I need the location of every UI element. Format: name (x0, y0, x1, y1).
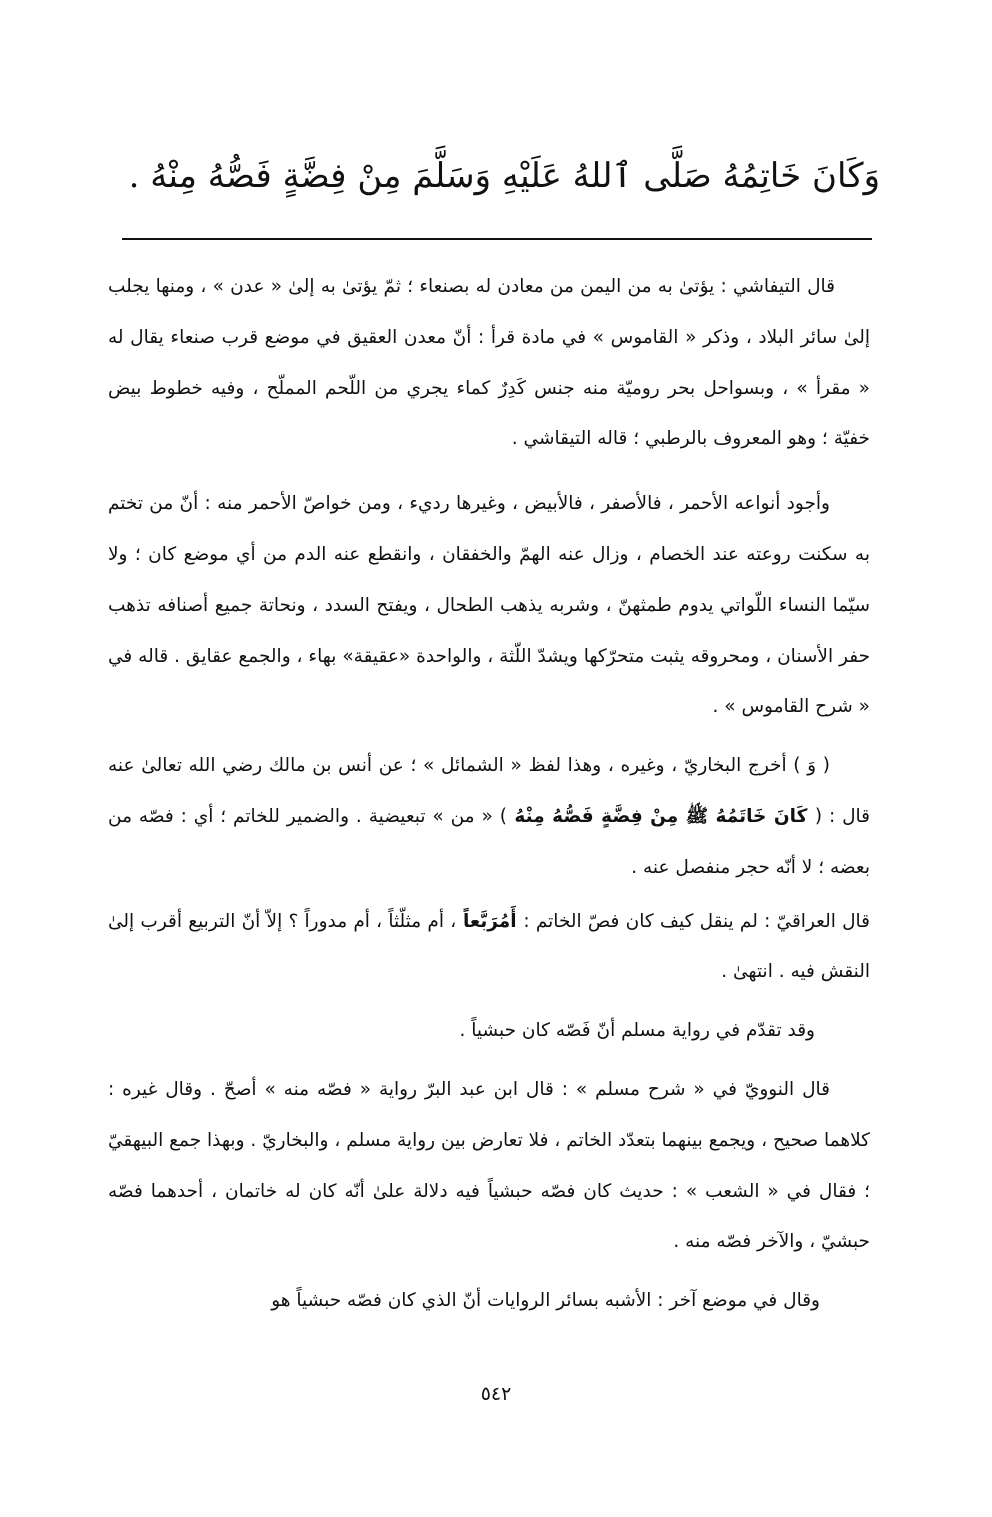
narration-intro: ( وَ ) أخرج البخاريّ ، وغيره ، وهذا لفظ « الشمائل » ؛ عن أنس بن مالك رضي الله تعالىٰ عنه قال : ( (108, 755, 871, 827)
iraqi-intro: قال العراقيّ : لم ينقل كيف كان فصّ الخاتم : (523, 910, 870, 932)
paragraph-muslim-narration: وقد تقدّم في رواية مسلم أنّ فَصّه كان حبشياً . (459, 1020, 815, 1042)
paragraph-continuation: وقال في موضع آخر : الأشبه بسائر الروايات أنّ الذي كان فصّه حبشياً هو (271, 1290, 820, 1312)
paragraph-agate-properties: وأجود أنواعه الأحمر ، فالأصفر ، فالأبيض ، وغيرها رديء ، ومن خواصّ الأحمر منه : أنّ من تختم به سكنت روعته عند الخصام ، وزال عنه الهمّ والخفقان ، وانقطع عنه الدم من أي موضع كان ؛ ولا سيّما النساء اللّواتي يدوم طمثهنّ ، وشربه يذهب الطحال ، ويفتح السدد ، ونحاتة جميع أصنافه تذهب حفر الأسنان ، ومحروقه يثبت متحرّكها ويشدّ اللّثة ، والواحدة «عقيقة» بهاء ، والجمع عقايق . قاله في « شرح القاموس » . (108, 493, 870, 718)
hadith-quote: كَانَ خَاتَمُهُ ﷺ مِنْ فِضَّةٍ فَصُّهُ مِنْهُ (506, 805, 815, 827)
commentary-body (108, 262, 870, 1327)
paragraph-iraqi (108, 897, 870, 999)
page-number: ٥٤٢ (480, 1383, 512, 1405)
iraqi-rest: ، أم مثلّثاً ، أم مدوراً ؟ إلاّ أنّ التربيع أقرب إلىٰ النقش فيه . انتهىٰ . (108, 910, 870, 983)
heading-divider (122, 238, 872, 240)
paragraph-nawawi: قال النوويّ في « شرح مسلم » : قال ابن عبد البرّ رواية « فصّه منه » أصحّ . وقال غيره : كلاهما صحيح ، ويجمع بينهما بتعدّد الخاتم ، فلا تعارض بين رواية مسلم ، والبخاريّ . وبهذا جمع البيهقيّ ؛ فقال في « الشعب » : حديث كان فصّه حبشياً فيه دلالة علىٰ أنّه كان له خاتمان ، أحدهما فصّه حبشيّ ، والآخر فصّه منه . (108, 1078, 870, 1253)
paragraph-bukhari-narration (108, 741, 870, 893)
square-word: أَمُرَبَّعاً (456, 910, 524, 932)
narration-explanation: ) « من » تبعيضية . والضمير للخاتم ؛ أي : فصّه من بعضه ؛ لا أنّه حجر منفصل عنه . (108, 805, 870, 878)
hadith-heading: وَكَانَ خَاتِمُهُ صَلَّى ٱللهُ عَلَيْهِ وَسَلَّمَ مِنْ فِضَّةٍ فَصُّهُ مِنْهُ . (128, 156, 880, 196)
paragraph-tifashi: قال التيفاشي : يؤتىٰ به من اليمن من معادن له بصنعاء ؛ ثمّ يؤتىٰ به إلىٰ « عدن » ، ومنها يجلب إلىٰ سائر البلاد ، وذكر « القاموس » في مادة قرأ : أنّ معدن العقيق في موضع قرب صنعاء يقال له « مقرأ » ، وبسواحل بحر روميّة منه جنس كَدِرٌ كماء يجري من اللّحم المملّح ، وفيه خطوط بيض خفيّة ؛ وهو المعروف بالرطبي ؛ قاله التيقاشي . (108, 276, 870, 450)
